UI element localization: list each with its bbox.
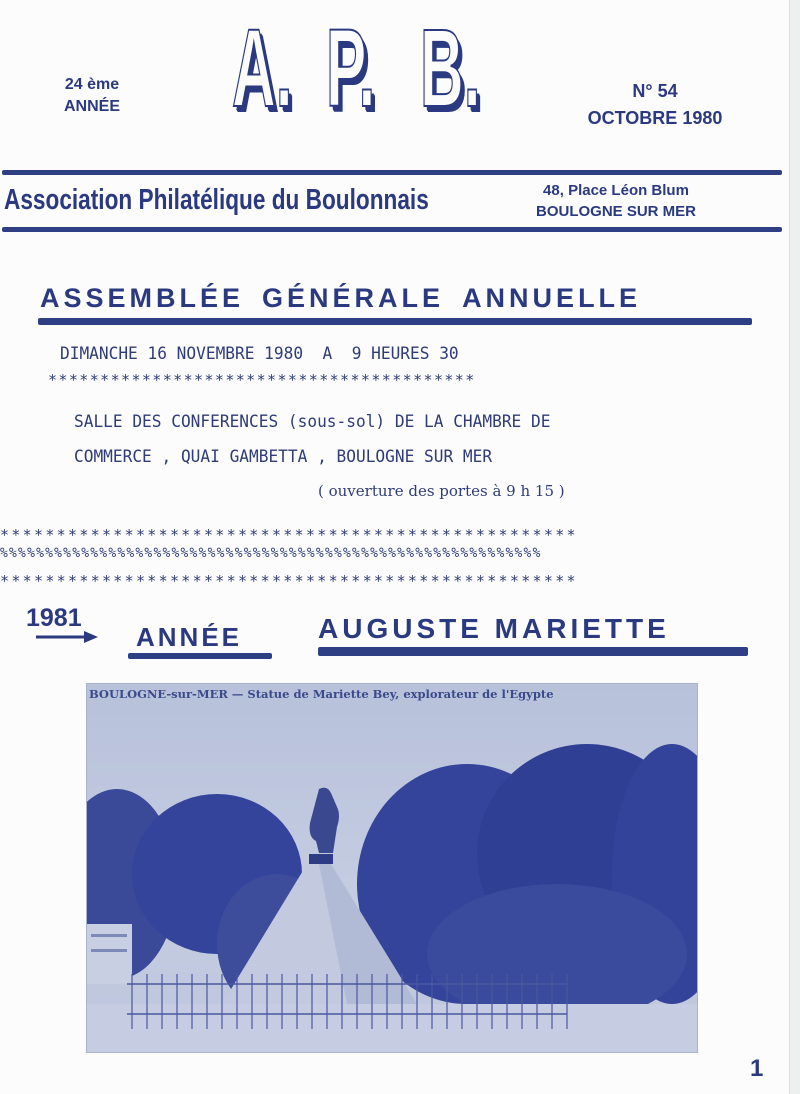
issue-info (560, 78, 750, 132)
assembly-title-word: GÉNÉRALE (262, 283, 445, 313)
address-city: BOULOGNE SUR MER (535, 203, 696, 220)
association-address (506, 180, 726, 222)
assembly-title (40, 283, 659, 314)
year-info (52, 74, 132, 118)
venue-line-2: COMMERCE , QUAI GAMBETTA , BOULOGNE SUR MER (74, 447, 493, 467)
logo-letter-a: A. (232, 7, 293, 130)
page-number: 1 (750, 1055, 764, 1082)
theme-year: 1981 (26, 604, 82, 632)
header-rule-bottom (2, 227, 782, 232)
separator-percents: %%%%%%%%%%%%%%%%%%%%%%%%%%%%%%%%%%%%%%%%%%%%%%%%%%%%%%%%%%%% (0, 546, 542, 561)
theme-title: AUGUSTE MARIETTE (318, 613, 670, 644)
assembly-title-underline (38, 318, 752, 325)
address-street: 48, Place Léon Blum (543, 182, 689, 199)
theme-title-underline (318, 647, 748, 656)
theme-annee: ANNÉE (136, 622, 243, 652)
year-label: ANNÉE (63, 98, 120, 115)
separator-stars-top: *************************************************** (0, 526, 578, 544)
issue-number: N° 54 (632, 81, 678, 101)
assembly-title-word: ASSEMBLÉE (40, 283, 245, 313)
photo-caption: BOULOGNE-sur-MER — Statue de Mariette Bey, explorateur de l'Egypte (89, 687, 554, 701)
assembly-title-word: ANNUELLE (462, 283, 642, 313)
apb-logo (232, 7, 481, 130)
monument-illustration (87, 684, 697, 1052)
venue-line-1: SALLE DES CONFERENCES (sous-sol) DE LA CHAMBRE DE (74, 412, 551, 432)
logo-letter-p: P. (326, 7, 376, 130)
year-ordinal: 24 ème (64, 76, 120, 93)
separator-stars-bottom: *************************************************** (0, 572, 578, 590)
doors-open-note: ( ouverture des portes à 9 h 15 ) (318, 482, 565, 500)
header-rule-top (2, 170, 782, 175)
issue-date: OCTOBRE 1980 (587, 108, 723, 128)
mariette-statue-photo (86, 683, 698, 1053)
annee-underline (128, 653, 272, 659)
arrow-right-icon (36, 631, 98, 643)
logo-letter-b: B. (420, 7, 481, 130)
stars-divider: ***************************************** (48, 371, 476, 389)
association-name: Association Philatélique du Boulonnais (4, 184, 429, 216)
assembly-date: DIMANCHE 16 NOVEMBRE 1980 A 9 HEURES 30 (60, 344, 459, 364)
page-edge (789, 0, 800, 1094)
